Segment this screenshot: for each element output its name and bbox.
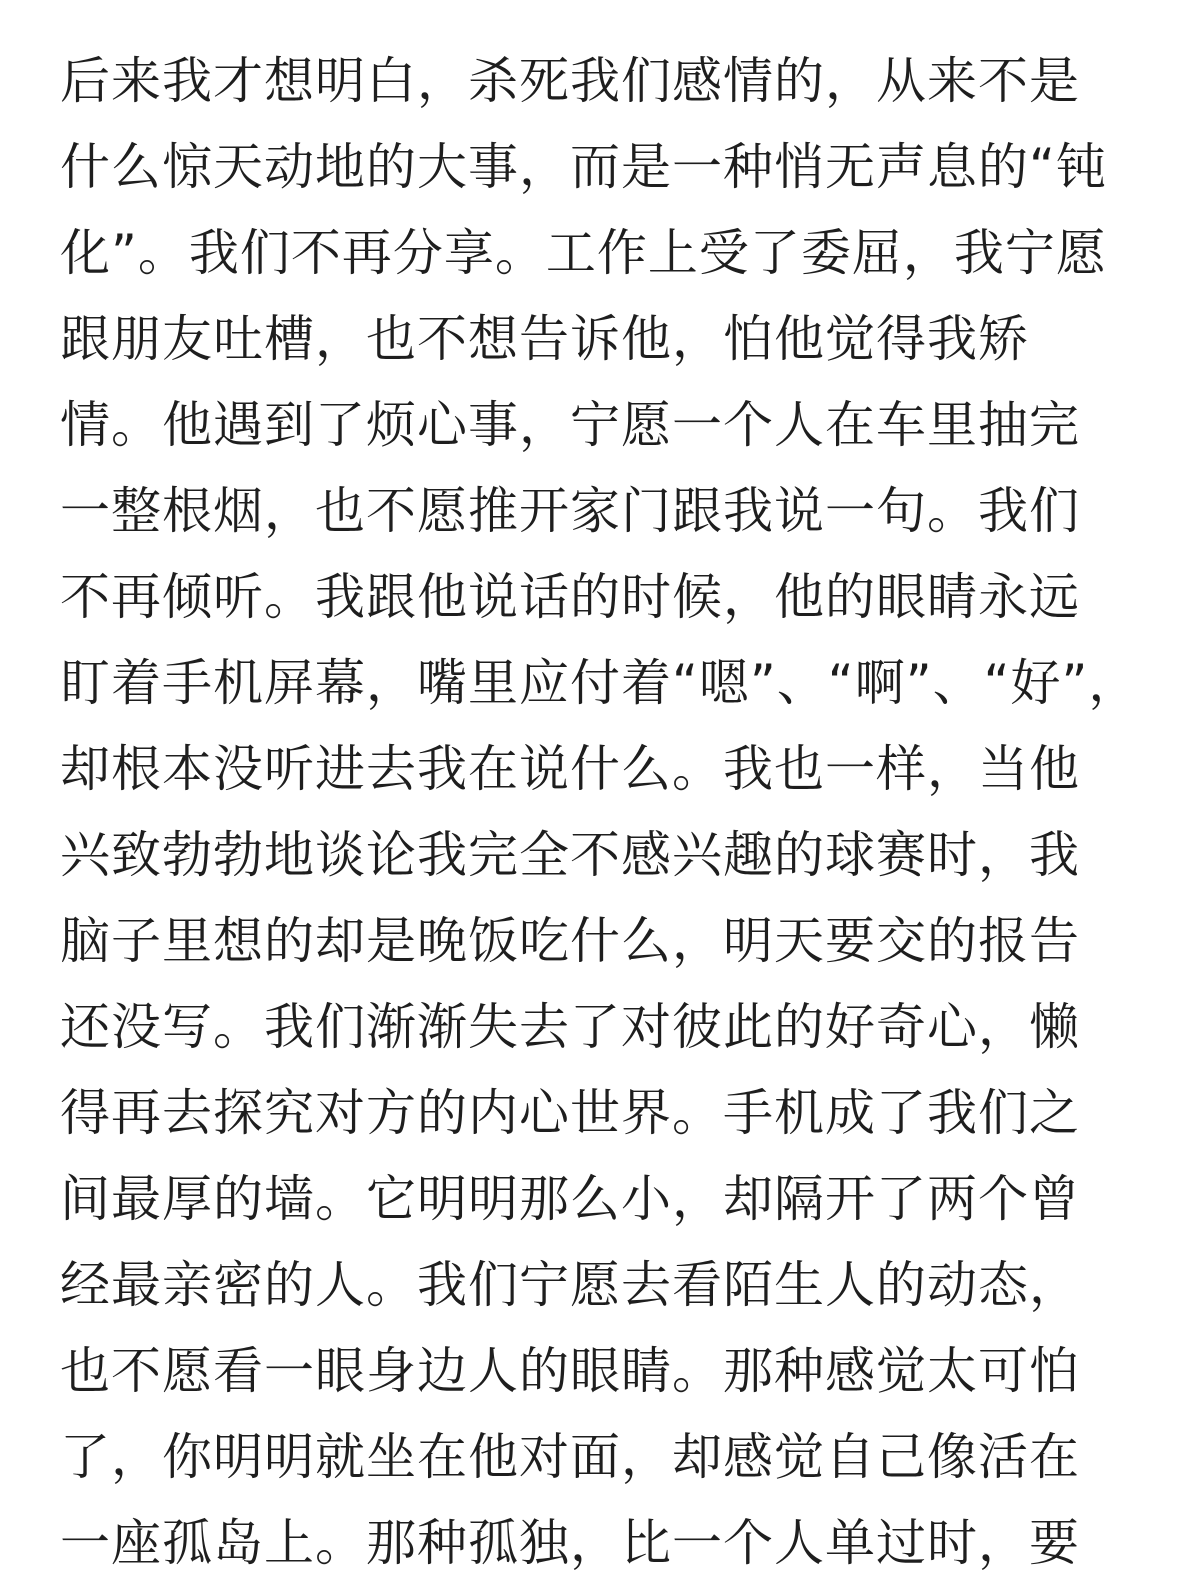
text-line: 不再倾听。我跟他说话的时候，他的眼睛永远 <box>60 568 1080 626</box>
text-line: 得再去探究对方的内心世界。手机成了我们之 <box>60 1084 1080 1142</box>
text-line: 脑子里想的却是晚饭吃什么，明天要交的报告 <box>60 912 1080 970</box>
text-line: 还没写。我们渐渐失去了对彼此的好奇心，懒 <box>60 998 1080 1056</box>
text-line: 盯着手机屏幕，嘴里应付着“嗯”、“啊”、“好”， <box>60 654 1140 712</box>
text-line: 一座孤岛上。那种孤独，比一个人单过时，要 <box>60 1514 1080 1572</box>
text-line: 兴致勃勃地谈论我完全不感兴趣的球赛时，我 <box>60 826 1080 884</box>
text-line: 经最亲密的人。我们宁愿去看陌生人的动态， <box>60 1256 1080 1314</box>
text-line: 却根本没听进去我在说什么。我也一样，当他 <box>60 740 1080 798</box>
article-body <box>60 38 1140 1586</box>
text-line: 也不愿看一眼身边人的眼睛。那种感觉太可怕 <box>60 1342 1080 1400</box>
text-line: 跟朋友吐槽，也不想告诉他，怕他觉得我矫 <box>60 310 1029 368</box>
text-line: 化”。我们不再分享。工作上受了委屈，我宁愿 <box>60 224 1107 282</box>
text-line: 了，你明明就坐在他对面，却感觉自己像活在 <box>60 1428 1080 1486</box>
text-line: 间最厚的墙。它明明那么小，却隔开了两个曾 <box>60 1170 1080 1228</box>
text-line: 什么惊天动地的大事，而是一种悄无声息的“钝 <box>60 138 1107 196</box>
text-line: 一整根烟，也不愿推开家门跟我说一句。我们 <box>60 482 1080 540</box>
text-line: 情。他遇到了烦心事，宁愿一个人在车里抽完 <box>60 396 1080 454</box>
text-line: 后来我才想明白，杀死我们感情的，从来不是 <box>60 52 1080 110</box>
